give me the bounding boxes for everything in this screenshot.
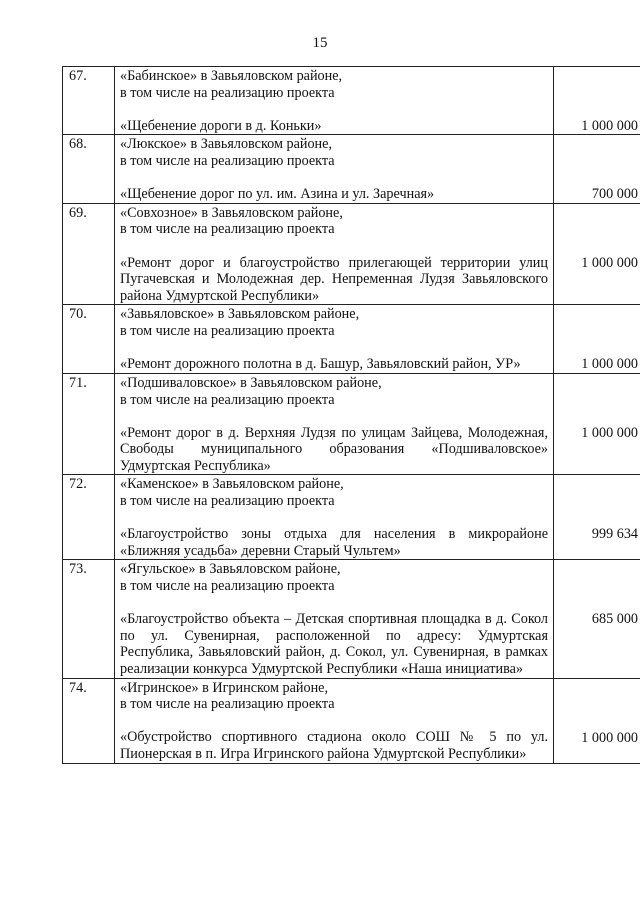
table-row [63,678,640,763]
table-row [63,203,640,305]
project-title: «Благоустройство зоны отдыха для населения в микрорайоне «Ближняя усадьба» деревни Старый Чультем» [120,526,548,559]
amount: 1 000 000 [554,678,640,763]
row-number: 70. [63,305,115,374]
entity-name: «Бабинское» в Завьяловском районе, [120,68,343,84]
project-title: «Благоустройство объекта – Детская спортивная площадка в д. Сокол по ул. Сувенирная, расположенной по адресу: Удмуртская Республика, Завьяловский район, д. Сокол, ул. Сувенирная, в рамках реализации конкурса Удмуртской Республики «Наша инициатива» [120,611,548,677]
entity-name: «Ягульское» в Завьяловском районе, [120,561,341,578]
entity-name: «Игринское» в Игринском районе, [120,679,329,696]
project-title: «Щебенение дорог по ул. им. Азина и ул. Заречная» [120,186,435,203]
entity-name: «Подшиваловское» в Завьяловском районе, [120,374,382,391]
budget-table [62,66,640,764]
amount: 999 634 [554,475,640,560]
project-title: «Ремонт дорожного полотна в д. Башур, Завьяловский район, УР» [120,356,521,373]
row-number: 71. [63,373,115,475]
project-note: в том числе на реализацию проекта [120,493,335,510]
project-note: в том числе на реализацию проекта [120,696,335,713]
table-row [63,305,640,374]
project-title: «Щебенение дороги в д. Коньки» [120,117,322,134]
row-number: 74. [63,678,115,763]
table-row [63,135,640,203]
entity-name: «Совхозное» в Завьяловском районе, [120,204,343,221]
project-note: в том числе на реализацию проекта [120,391,335,408]
row-description [115,135,554,203]
entity-name: «Завьяловское» в Завьяловском районе, [120,306,360,323]
page-number: 15 [312,35,328,51]
project-title: «Обустройство спортивного стадиона около СОШ № 5 по ул. Пионерская в п. Игра Игринского района Удмуртской Республики» [120,729,548,762]
table-row [63,373,640,475]
row-description [115,678,554,763]
project-note: в том числе на реализацию проекта [120,152,335,169]
entity-name: «Люкское» в Завьяловском районе, [120,136,332,153]
row-description [115,203,554,305]
row-number: 72. [63,475,115,560]
row-description [115,475,554,560]
project-note: в том числе на реализацию проекта [120,322,335,339]
table-row [63,67,640,135]
row-description [115,560,554,678]
amount: 1 000 000 [554,373,640,475]
row-number: 69. [63,203,115,305]
row-number: 68. [63,135,115,203]
entity-name: «Каменское» в Завьяловском районе, [120,476,344,493]
amount: 685 000 [554,560,640,678]
row-description [115,373,554,475]
amount: 1 000 000 [554,305,640,374]
row-number: 67. [63,67,115,135]
project-title: «Ремонт дорог и благоустройство прилегающей территории улиц Пугачевская и Молодежная дер. Непременная Лудзя Завьяловского района Удмуртской Республики» [120,254,548,304]
amount: 1 000 000 [554,67,640,135]
row-description [115,305,554,374]
amount: 1 000 000 [554,203,640,305]
table-row [63,560,640,678]
row-description [115,67,554,135]
table-row [63,475,640,560]
amount: 700 000 [554,135,640,203]
project-title: «Ремонт дорог в д. Верхняя Лудзя по улицам Зайцева, Молодежная, Свободы муниципального образования «Подшиваловское» Удмуртская Республика» [120,424,548,474]
row-number: 73. [63,560,115,678]
project-note: в том числе на реализацию проекта [120,221,335,238]
project-note: в том числе на реализацию проекта [120,84,335,101]
project-note: в том числе на реализацию проекта [120,578,335,595]
